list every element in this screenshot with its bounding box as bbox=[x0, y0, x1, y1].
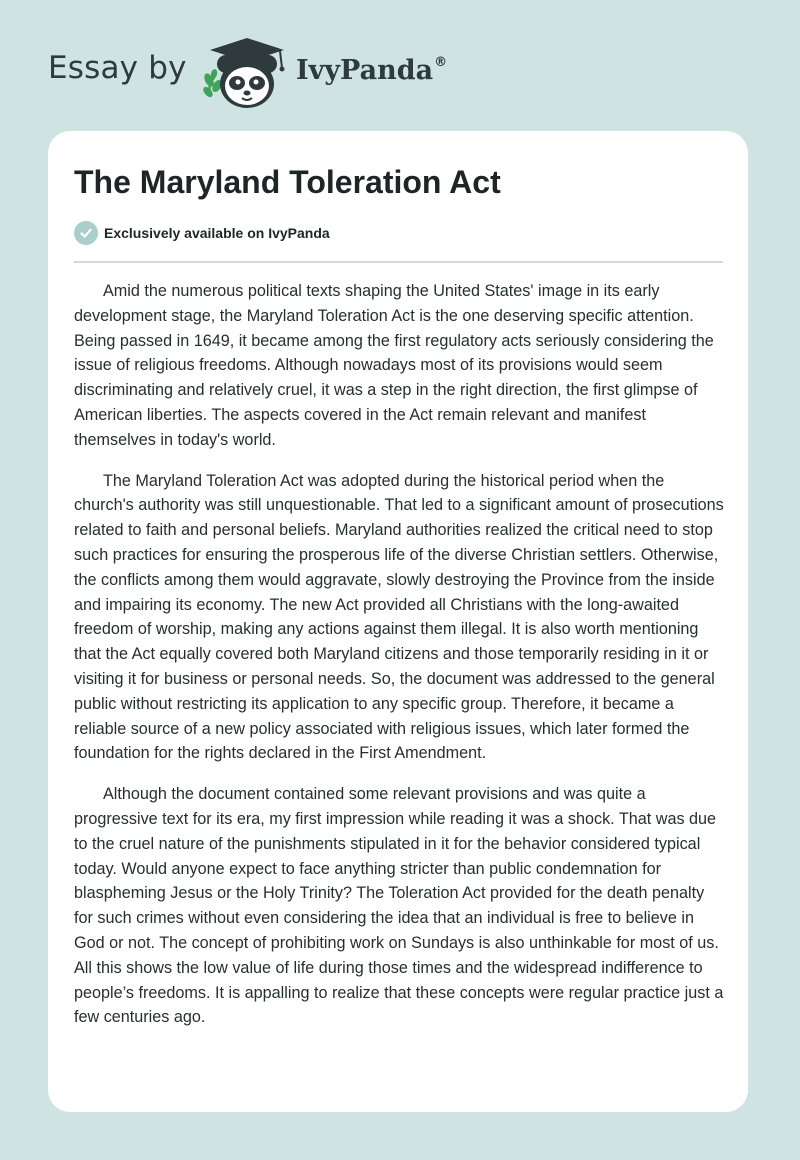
paragraph-2: The Maryland Toleration Act was adopted during the historical period when the church's authority was still unquestionable. That led to a significant amount of prosecutions related to faith and personal beliefs. Maryland authorities realized the critical need to stop such practices for ensuring the prosperous life of the diverse Christian settlers. Otherwise, the conflicts among them would aggravate, slowly destroying the Province from the inside and impairing its economy. The new Act provided all Christians with the long-awaited freedom of worship, making any actions against them illegal. It is also worth mentioning that the Act equally covered both Maryland citizens and those temporarily residing in it or visiting it for business or personal needs. So, the document was addressed to the general public without restricting its application to any specific group. Therefore, it became a reliable source of a new policy associated with religious issues, which later formed the foundation for the rights declared in the First Amendment. bbox=[74, 471, 724, 763]
essay-card bbox=[48, 131, 748, 1112]
brand-name-text: IvyPanda bbox=[296, 55, 434, 86]
site-header bbox=[0, 0, 800, 125]
brand-prefix: Essay by bbox=[48, 50, 187, 86]
essay-body bbox=[74, 279, 726, 1046]
paragraph-3: Although the document contained some relevant provisions and was quite a progressive text for its era, my first impression while reading it was a shock. That was due to the cruel nature of the punishments stipulated in it for the behavior considered typical today. Would anyone expect to face anything stricter than public condemnation for blaspheming Jesus or the Holy Trinity? The Toleration Act provided for the death penalty for such crimes without even considering the idea that an individual is free to believe in God or not. The concept of prohibiting work on Sundays is also unthinkable for most of us. All this shows the low value of life during those times and the widespread indifference to people’s freedoms. It is appalling to realize that these concepts were regular practice just a few centuries ago. bbox=[74, 785, 724, 1027]
paragraph-1: Amid the numerous political texts shaping the United States' image in its early development stage, the Maryland Toleration Act is the one deserving specific attention. Being passed in 1649, it became among the first regulatory acts seriously considering the issue of religious freedoms. Although nowadays most of its provisions would seem discriminating and relatively cruel, it was a step in the right direction, the first glimpse of American liberties. The aspects covered in the Act remain relevant and manifest themselves in today's world. bbox=[74, 282, 714, 449]
registered-mark: ® bbox=[434, 55, 448, 70]
panda-logo-icon[interactable] bbox=[200, 34, 292, 112]
check-circle-icon bbox=[74, 221, 98, 245]
page-title: The Maryland Toleration Act bbox=[74, 164, 501, 200]
brand-name[interactable] bbox=[296, 55, 447, 86]
exclusive-badge bbox=[74, 221, 330, 245]
badge-label: Exclusively available on IvyPanda bbox=[104, 225, 330, 241]
divider bbox=[74, 261, 723, 263]
